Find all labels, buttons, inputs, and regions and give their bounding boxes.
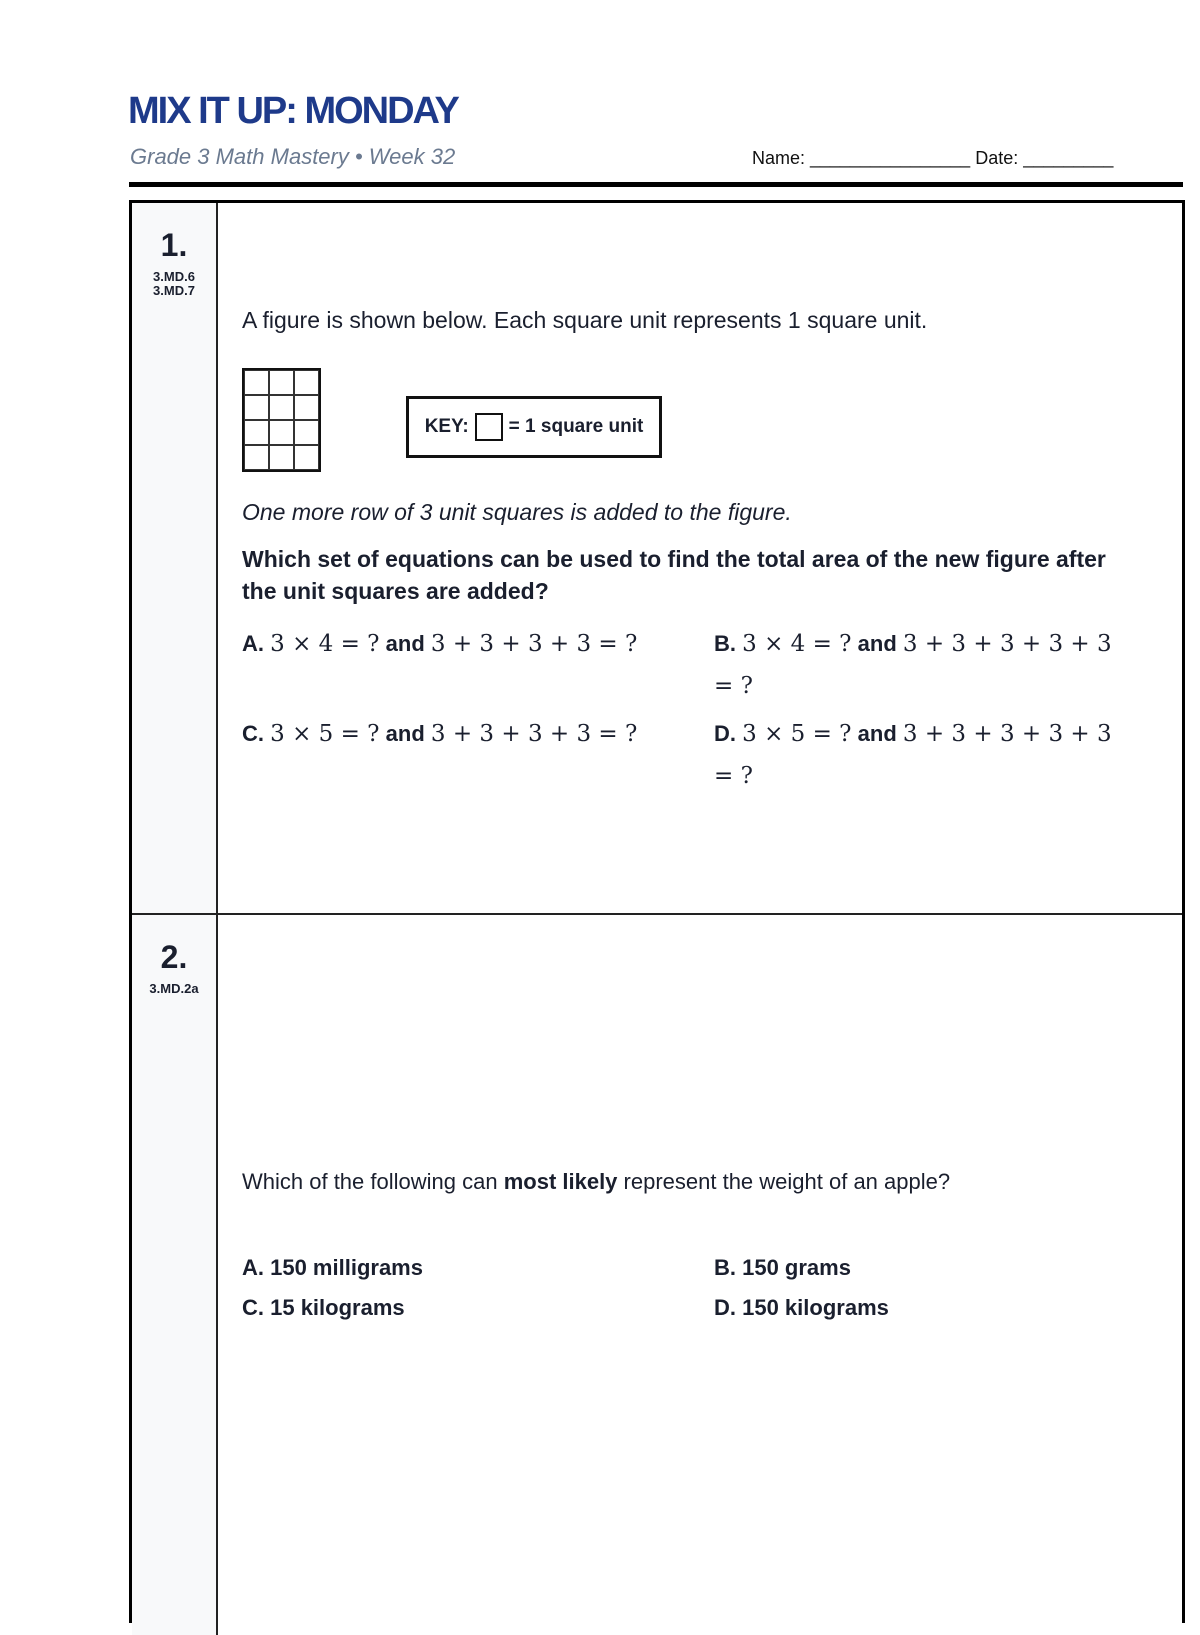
- page-title: MIX IT UP: MONDAY: [128, 90, 458, 132]
- option-a[interactable]: A. 3 × 4 = ? and 3 + 3 + 3 + 3 = ?: [242, 631, 638, 657]
- subtitle: Grade 3 Math Mastery • Week 32: [130, 144, 456, 169]
- question-intro: A figure is shown below. Each square unit represents 1 square unit.: [242, 307, 928, 333]
- option-d[interactable]: D. 3 × 5 = ? and 3 + 3 + 3 + 3 + 3 = ?: [714, 721, 1112, 789]
- question-prompt: Which set of equations can be used to find the total area of the new figure after the unit squares are added?: [242, 546, 1106, 604]
- option-d[interactable]: D. 150 kilograms: [714, 1295, 889, 1320]
- date-field[interactable]: Date: _________: [975, 148, 1114, 168]
- question-number: 1.: [160, 227, 188, 263]
- key-text: = 1 square unit: [508, 416, 644, 437]
- option-b[interactable]: B. 150 grams: [714, 1255, 851, 1280]
- option-a[interactable]: A. 150 milligrams: [242, 1255, 423, 1280]
- question-2: [132, 915, 1182, 1635]
- key-box: [406, 396, 662, 458]
- option-c[interactable]: C. 3 × 5 = ? and 3 + 3 + 3 + 3 = ?: [242, 721, 638, 747]
- question-prompt: Which of the following can most likely represent the weight of an apple?: [242, 1169, 951, 1194]
- question-note: One more row of 3 unit squares is added to the figure.: [242, 499, 792, 525]
- question-1: [132, 203, 1182, 915]
- question-number-column: [132, 203, 218, 913]
- unit-square-icon: [475, 413, 503, 441]
- standard: 3.MD.7: [153, 283, 195, 298]
- header-divider: [129, 182, 1183, 187]
- standard: 3.MD.6: [153, 269, 195, 284]
- question-number-column: [132, 915, 218, 1635]
- question-number: 2.: [160, 939, 188, 975]
- worksheet: [129, 200, 1185, 1623]
- standard: 3.MD.2a: [149, 981, 199, 996]
- option-b[interactable]: B. 3 × 4 = ? and 3 + 3 + 3 + 3 + 3 = ?: [714, 631, 1112, 699]
- area-figure: [242, 368, 321, 472]
- key-label: KEY:: [424, 416, 469, 437]
- name-field[interactable]: Name: ________________: [752, 148, 971, 168]
- option-c[interactable]: C. 15 kilograms: [242, 1295, 405, 1320]
- name-date-fields[interactable]: [752, 148, 1113, 169]
